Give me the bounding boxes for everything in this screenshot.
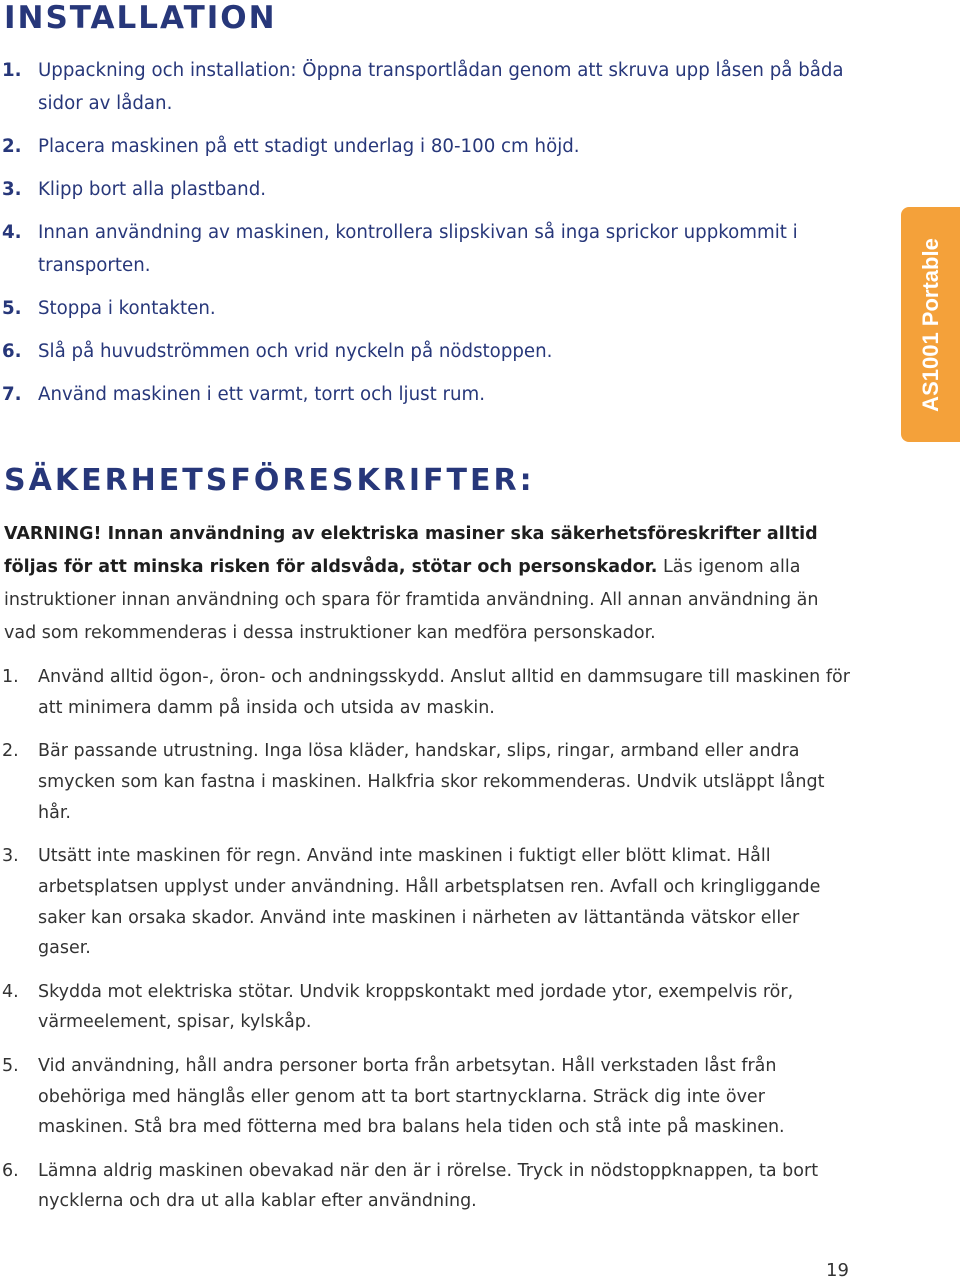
safety-rules bbox=[0, 662, 850, 1230]
installation-step bbox=[0, 378, 870, 411]
safety-rule bbox=[0, 736, 850, 828]
rule-number: 1. bbox=[2, 667, 19, 687]
safety-rule bbox=[0, 977, 850, 1039]
step-text: Innan användning av maskinen, kontrollera slipskivan så inga sprickor uppkommit i transporten. bbox=[38, 222, 798, 276]
step-number: 1. bbox=[2, 60, 22, 81]
step-text: Uppackning och installation: Öppna transportlådan genom att skruva upp låsen på båda sidor av lådan. bbox=[38, 60, 844, 114]
step-text: Placera maskinen på ett stadigt underlag i 80-100 cm höjd. bbox=[38, 136, 580, 157]
step-number: 6. bbox=[2, 341, 22, 362]
product-name-label: AS1001 Portable bbox=[917, 237, 943, 412]
safety-warning-paragraph bbox=[4, 518, 844, 650]
step-number: 7. bbox=[2, 384, 22, 405]
installation-step bbox=[0, 216, 870, 282]
safety-rule bbox=[0, 841, 850, 964]
product-side-tab bbox=[901, 207, 960, 442]
step-text: Använd maskinen i ett varmt, torrt och ljust rum. bbox=[38, 384, 485, 405]
installation-step bbox=[0, 292, 870, 325]
safety-heading: SÄKERHETSFÖRESKRIFTER: bbox=[4, 463, 535, 498]
warning-bold-text: VARNING! Innan användning av elektriska masiner ska säkerhetsföreskrifter alltid följas för att minska risken för aldsvåda, stötar och personskador. bbox=[4, 524, 818, 577]
safety-rule bbox=[0, 1156, 850, 1218]
rule-text: Skydda mot elektriska stötar. Undvik kroppskontakt med jordade ytor, exempelvis rör, värmeelement, spisar, kylskåp. bbox=[38, 981, 794, 1033]
installation-step bbox=[0, 335, 870, 368]
rule-number: 2. bbox=[2, 741, 19, 762]
rule-text: Utsätt inte maskinen för regn. Använd inte maskinen i fuktigt eller blött klimat. Håll arbetsplatsen upplyst under användning. Håll arbetsplatsen ren. Avfall och kringliggande saker kan orsaka skador. Använd inte maskinen i närheten av lättantända vätskor eller gaser. bbox=[38, 845, 821, 959]
step-number: 4. bbox=[2, 222, 22, 243]
page-number: 19 bbox=[826, 1260, 849, 1281]
rule-text: Bär passande utrustning. Inga lösa kläder, handskar, slips, ringar, armband eller andra smycken som kan fastna i maskinen. Halkfria skor rekommenderas. Undvik utsläppt långt hår. bbox=[38, 741, 825, 823]
step-number: 3. bbox=[2, 179, 22, 200]
rule-number: 4. bbox=[2, 981, 19, 1002]
step-text: Klipp bort alla plastband. bbox=[38, 179, 267, 200]
step-number: 5. bbox=[2, 298, 22, 319]
step-text: Slå på huvudströmmen och vrid nyckeln på nödstoppen. bbox=[38, 341, 553, 362]
rule-text: Använd alltid ögon-, öron- och andningsskydd. Anslut alltid en dammsugare till maskinen för att minimera damm på insida och utsida av maskin. bbox=[38, 667, 850, 718]
warning-text: Läs igenom alla instruktioner innan användning och spara för framtida användning. All annan användning än vad som rekommenderas i dessa instruktioner kan medföra personskador. bbox=[4, 557, 819, 643]
rule-text: Vid användning, håll andra personer borta från arbetsytan. Håll verkstaden låst från obehöriga med hänglås eller genom att ta bort startnycklarna. Sträck dig inte över maskinen. Stå bra med fötterna med bra balans hela tiden och stå inte på maskinen. bbox=[38, 1055, 785, 1138]
installation-heading: INSTALLATION bbox=[4, 0, 277, 36]
rule-number: 3. bbox=[2, 845, 19, 866]
installation-step bbox=[0, 173, 870, 206]
rule-text: Lämna aldrig maskinen obevakad när den är i rörelse. Tryck in nödstoppknappen, ta bort nycklerna och dra ut alla kablar efter användning. bbox=[38, 1160, 819, 1212]
installation-step bbox=[0, 54, 870, 120]
rule-number: 6. bbox=[2, 1160, 19, 1181]
installation-steps bbox=[0, 54, 870, 421]
step-text: Stoppa i kontakten. bbox=[38, 298, 216, 319]
installation-step bbox=[0, 130, 870, 163]
safety-rule bbox=[0, 662, 850, 724]
safety-rule bbox=[0, 1051, 850, 1143]
step-number: 2. bbox=[2, 136, 22, 157]
rule-number: 5. bbox=[2, 1055, 19, 1076]
